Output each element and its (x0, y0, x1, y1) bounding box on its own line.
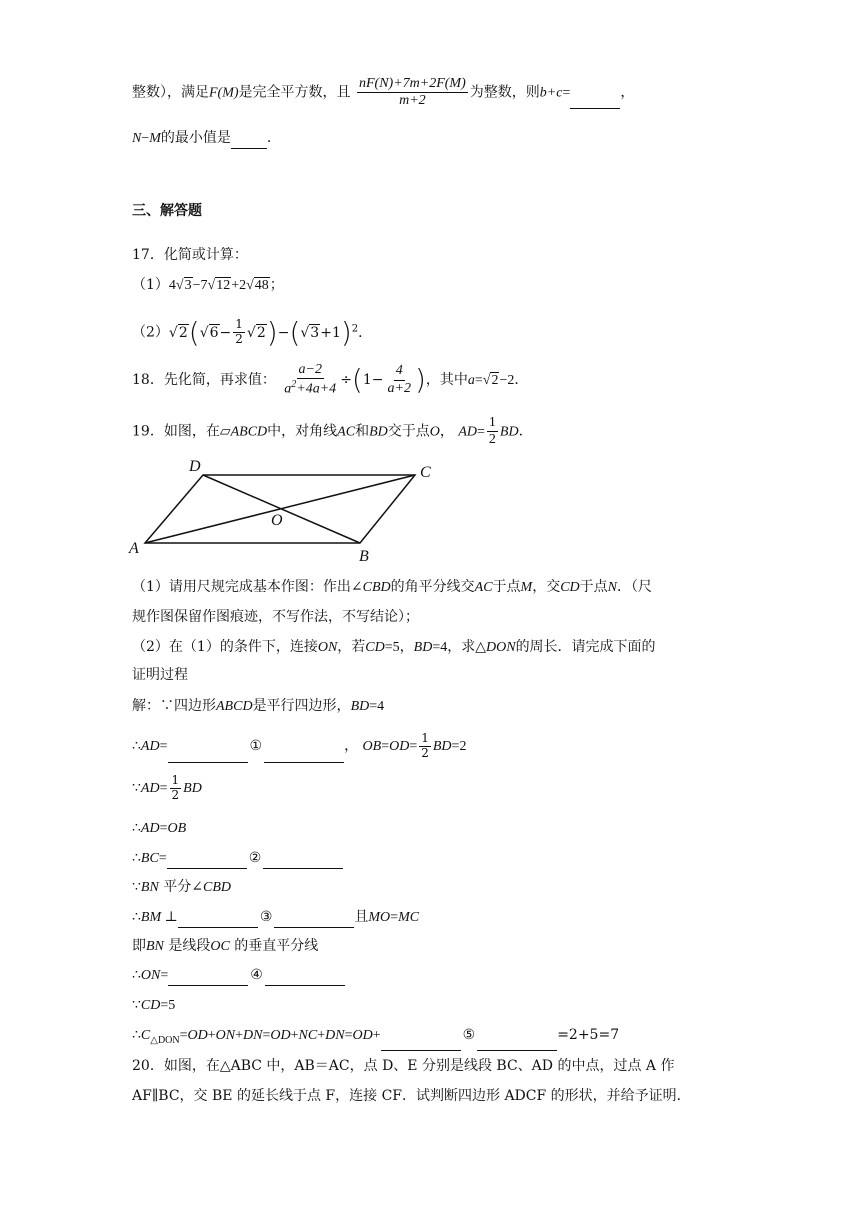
q19-part2-line2: 证明过程 (132, 667, 188, 683)
answer-blank-1a[interactable] (168, 747, 248, 763)
sol-step2: ∴AD= ① ， OB=OD= $\frac{1}{2}$ BD=2 (132, 730, 466, 762)
answer-blank-3a[interactable] (178, 912, 258, 928)
answer-blank[interactable] (231, 133, 267, 149)
sol-step5: ∴BC= ② (132, 848, 343, 869)
q16-line1: 整数），满足F(M)是完全平方数，且 $\frac{nF(N)+7m+2F(M)}{m+2}$ 为整数，则b+c= ， (132, 76, 635, 109)
sol-step8: 即BN 是线段OC 的垂直平分线 (132, 938, 319, 954)
answer-blank-5b[interactable] (477, 1035, 557, 1051)
diagonal-BD (203, 475, 360, 543)
label-B: B (359, 548, 369, 565)
math-F-M: F(M) (209, 85, 239, 101)
sol-step6: ∵BN 平分∠CBD (132, 879, 231, 895)
answer-blank-3b[interactable] (274, 912, 354, 928)
answer-blank-4b[interactable] (265, 970, 345, 986)
sol-step11: $\therefore C_{\triangle DON}=OD+ON+DN=OD+NC+DN=OD+$ ⑤ =2+5=7 (132, 1025, 619, 1051)
answer-blank-2a[interactable] (167, 853, 247, 869)
label-A: A (129, 540, 139, 557)
answer-blank-4a[interactable] (168, 970, 248, 986)
answer-blank[interactable] (570, 93, 620, 109)
q20-line1: 20．如图，在△ABC 中，AB＝AC，点 D、E 分别是线段 BC、AD 的中点，过点 A 作 (132, 1058, 675, 1074)
fraction-condition: $\frac{nF(N)+7m+2F(M)}{m+2}$ (359, 76, 466, 109)
q17-stem: 17．化简或计算： (132, 247, 248, 263)
q16-line2: N−M的最小值是 . (132, 128, 271, 149)
q17-part2: （2）√2(√6− $\frac{1}{2}$ $√2)-(√3+1)^2$． (132, 315, 373, 349)
answer-blank-1b[interactable] (264, 747, 344, 763)
q19-part1-line2: 规作图保留作图痕迹，不写作法，不写结论）； (132, 609, 419, 625)
sol-step10: ∵CD=5 (132, 997, 176, 1013)
q20-line2: AF∥BC，交 BE 的延长线于点 F，连接 CF．试判断四边形 ADCF 的形状，并给予证明． (132, 1088, 691, 1104)
answer-blank-5a[interactable] (381, 1035, 461, 1051)
q19-part1-line1: （1）请用尺规完成基本作图：作出∠CBD的角平分线交AC于点M，交CD于点N．（尺 (132, 579, 653, 595)
section-title: 三、解答题 (132, 203, 202, 219)
parallelogram-figure (125, 455, 445, 565)
q19-part2-line1: （2）在（1）的条件下，连接ON，若CD=5，BD=4，求△DON的周长．请完成下面的 (132, 639, 656, 655)
sol-step3: ∵AD= $\frac{1}{2}$ BD (132, 772, 202, 802)
answer-blank-2b[interactable] (263, 853, 343, 869)
sol-step1: 解：∵四边形ABCD是平行四边形，BD=4 (132, 698, 385, 714)
label-O: O (271, 512, 283, 529)
sol-step7: ∴BM ⊥ ③ 且MO=MC (132, 907, 419, 928)
q17-part1: （1）4√3−7√12+2√48； (132, 277, 284, 293)
sol-step9: ∴ON= ④ (132, 965, 345, 986)
label-C: C (420, 464, 431, 481)
q18-line: 18．先化简，再求值： $\frac{a-2}{a^2+4a+4}$ ÷(1− $\frac{4}{a+2}$ )，其中a=√2−2． (132, 362, 529, 397)
sol-step4: ∴AD=OB (132, 820, 187, 836)
label-D: D (189, 458, 201, 475)
q19-stem: 19．如图，在▱ABCD中，对角线AC和BD交于点O， AD= $\frac{1}{2}$ BD． (132, 415, 533, 448)
